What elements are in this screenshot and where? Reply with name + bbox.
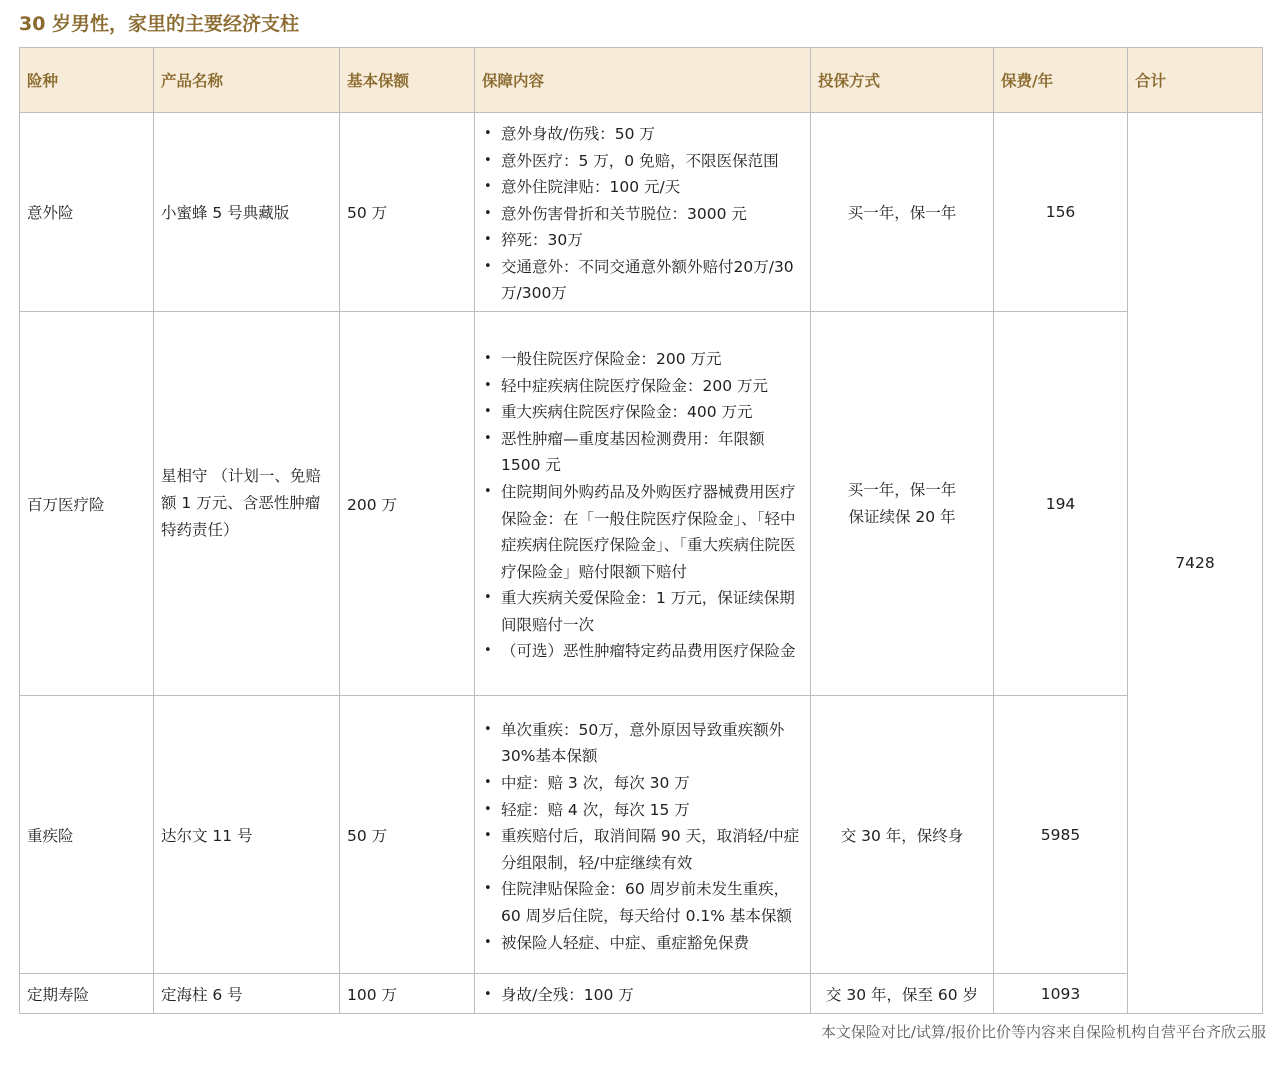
purchase-method-cell [811, 312, 994, 696]
total-premium-cell: 7428 [1128, 113, 1263, 1014]
coverage-item: • 被保险人轻症、中症、重症豁免保费 [482, 930, 803, 957]
table-row [20, 113, 1263, 312]
coverage-item: • 身故/全残：100 万 [482, 982, 803, 1009]
header-premium: 保费/年 [994, 48, 1128, 113]
purchase-method-cell: 交 30 年，保至 60 岁 [811, 974, 994, 1014]
coverage-item: • 意外医疗：5 万，0 免赔，不限医保范围 [482, 148, 803, 175]
annual-premium-cell: 194 [994, 312, 1128, 696]
annual-premium-cell: 1093 [994, 974, 1128, 1014]
coverage-list [482, 982, 803, 1009]
insurance-plan-table [19, 47, 1263, 1014]
annual-premium-cell: 156 [994, 113, 1128, 312]
table-row [20, 974, 1263, 1014]
coverage-item: • 猝死：30万 [482, 227, 803, 254]
coverage-item: • 重大疾病关爱保险金：1 万元，保证续保期间限赔付一次 [482, 585, 803, 638]
coverage-cell [475, 113, 811, 312]
purchase-method-text: 买一年，保一年 保证续保 20 年 [847, 480, 957, 526]
coverage-cell [475, 312, 811, 696]
header-coverage: 保障内容 [475, 48, 811, 113]
coverage-item: • 意外身故/伤残：50 万 [482, 121, 803, 148]
coverage-item: • 轻症：赔 4 次，每次 15 万 [482, 797, 803, 824]
table-row [20, 696, 1263, 974]
page-title: 30 岁男性，家里的主要经济支柱 [19, 13, 300, 35]
insurance-type-cell: 百万医疗险 [20, 312, 154, 696]
header-product: 产品名称 [154, 48, 340, 113]
insurance-type-cell: 意外险 [20, 113, 154, 312]
base-amount-cell: 50 万 [340, 696, 475, 974]
coverage-item: • 重疾赔付后，取消间隔 90 天，取消轻/中症分组限制，轻/中症继续有效 [482, 823, 803, 876]
coverage-item: • 一般住院医疗保险金：200 万元 [482, 346, 803, 373]
coverage-item: • 住院期间外购药品及外购医疗器械费用医疗保险金：在「一般住院医疗保险金」、「轻中症疾病住院医疗保险金」、「重大疾病住院医疗保险金」赔付限额下赔付 [482, 479, 803, 585]
product-name-cell: 达尔文 11 号 [154, 696, 340, 974]
source-disclaimer: 本文保险对比/试算/报价比价等内容来自保险机构自营平台齐欣云服 [820, 1023, 1266, 1041]
table-row [20, 312, 1263, 696]
base-amount-cell: 200 万 [340, 312, 475, 696]
product-name-text: 星相守 （计划一、免赔额 1 万元、含恶性肿瘤特药责任） [161, 467, 321, 539]
coverage-item: • 意外伤害骨折和关节脱位：3000 元 [482, 201, 803, 228]
header-total: 合计 [1128, 48, 1263, 113]
coverage-item: • 单次重疾：50万，意外原因导致重疾额外 30%基本保额 [482, 717, 803, 770]
insurance-type-cell: 定期寿险 [20, 974, 154, 1014]
coverage-item: • 住院津贴保险金：60 周岁前未发生重疾，60 周岁后住院，每天给付 0.1% 基本保额 [482, 876, 803, 929]
coverage-item: • 重大疾病住院医疗保险金：400 万元 [482, 399, 803, 426]
coverage-cell [475, 974, 811, 1014]
header-type: 险种 [20, 48, 154, 113]
coverage-item: • 意外住院津贴：100 元/天 [482, 174, 803, 201]
purchase-method-cell: 交 30 年，保终身 [811, 696, 994, 974]
base-amount-cell: 50 万 [340, 113, 475, 312]
table-header-row [20, 48, 1263, 113]
coverage-cell [475, 696, 811, 974]
coverage-list [482, 717, 803, 956]
product-name-cell: 小蜜蜂 5 号典藏版 [154, 113, 340, 312]
coverage-list [482, 121, 803, 307]
header-amount: 基本保额 [340, 48, 475, 113]
insurance-type-cell: 重疾险 [20, 696, 154, 974]
coverage-item: • 恶性肿瘤—重度基因检测费用：年限额 1500 元 [482, 426, 803, 479]
coverage-list [482, 346, 803, 665]
coverage-item: • 轻中症疾病住院医疗保险金：200 万元 [482, 373, 803, 400]
product-name-cell: 定海柱 6 号 [154, 974, 340, 1014]
purchase-method-cell: 买一年，保一年 [811, 113, 994, 312]
coverage-item: • 交通意外：不同交通意外额外赔付20万/30万/300万 [482, 254, 803, 307]
product-name-cell [154, 312, 340, 696]
header-method: 投保方式 [811, 48, 994, 113]
coverage-item: • （可选）恶性肿瘤特定药品费用医疗保险金 [482, 638, 803, 665]
coverage-item: • 中症：赔 3 次，每次 30 万 [482, 770, 803, 797]
annual-premium-cell: 5985 [994, 696, 1128, 974]
base-amount-cell: 100 万 [340, 974, 475, 1014]
